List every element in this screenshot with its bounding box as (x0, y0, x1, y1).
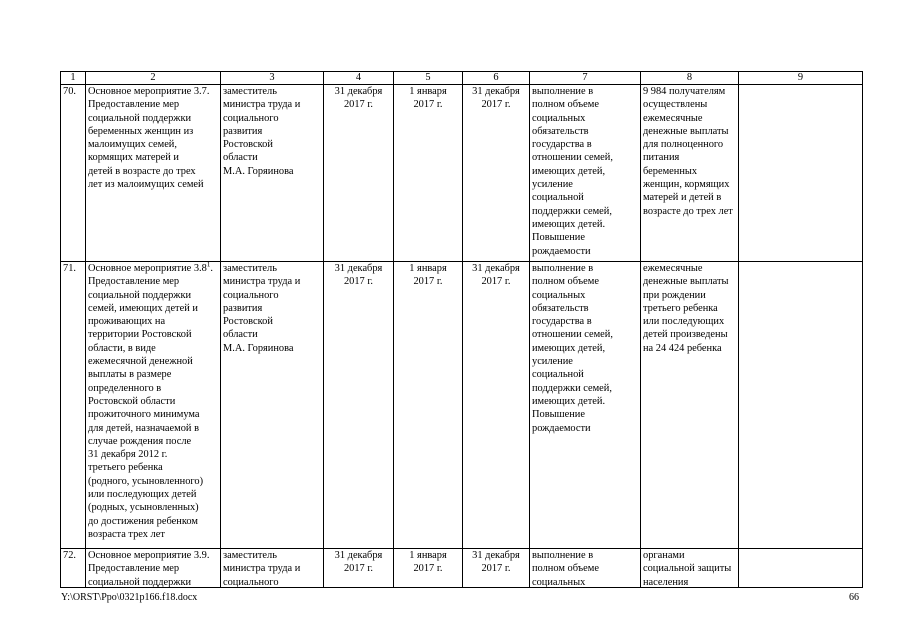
table-row (61, 549, 863, 588)
event-title-end: . (210, 263, 213, 274)
column-header: 6 (463, 72, 530, 85)
achieved-result: ежемесячные денежные выплаты при рождении третьего ребенка или последующих детей произведены на 24 424 ребенка (641, 262, 739, 549)
row-number-cell (61, 549, 86, 588)
actual-start-date: 1 января 2017 г. (394, 85, 463, 262)
event-description-cell (86, 549, 221, 588)
event-title: Основное мероприятие 3.8 (88, 263, 207, 274)
actual-end-date: 31 декабря 2017 г. (472, 550, 520, 575)
problems (741, 549, 860, 587)
row-number: 72. (63, 550, 76, 561)
problems-cell (739, 85, 863, 262)
problems-cell (739, 262, 863, 549)
responsible-person: заместитель министра труда и социального развития Ростовской области М.А. Горяинова (221, 262, 324, 549)
planned-end-date: 31 декабря 2017 г. (324, 262, 394, 549)
column-header: 3 (221, 72, 324, 85)
actual-end-date: 31 декабря 2017 г. (463, 262, 530, 549)
column-header: 2 (86, 72, 221, 85)
planned-end-date: 31 декабря 2017 г. (334, 550, 383, 575)
planned-result: выполнение в полном объеме социальных (532, 550, 599, 587)
row-number: 71. (61, 262, 86, 549)
actual-start-date: 1 января 2017 г. (409, 550, 447, 575)
planned-result: выполнение в полном объеме социальных обязательств государства в отношении семей, имеющих детей, усиление социальной поддержки семей, имеющих детей. Повышение рождаемости (530, 85, 641, 262)
planned-result-cell (530, 549, 641, 588)
event-description: Основное мероприятие 3.9. Предоставление мер социальной поддержки (88, 550, 210, 587)
achieved-result: 9 984 получателям осуществлены ежемесячные денежные выплаты для полноценного питания беременных женщин, кормящих матерей и детей в возрасте до трех лет (641, 85, 739, 262)
report-table (60, 71, 863, 588)
problems-cell (739, 549, 863, 588)
achieved-result-cell (641, 549, 739, 588)
column-header: 5 (394, 72, 463, 85)
planned-result: выполнение в полном объеме социальных обязательств государства в отношении семей, имеющих детей, усиление социальной поддержки семей, имеющих детей. Повышение рождаемости (530, 262, 641, 549)
event-description: Предоставление мер социальной поддержки семей, имеющих детей и проживающих на территории Ростовской области, в виде ежемесячной денежной выплаты в размере определенного в Ростовской области прожиточного минимума для детей, назначаемой в случае рождения после 31 декабря 2012 г. третьего ребенка (родного, усыновленного) или последующих детей (родных, усыновленных) до достижения ребенком возраста трех лет (88, 276, 204, 540)
column-header: 4 (324, 72, 394, 85)
table-row (61, 85, 863, 262)
column-header: 8 (641, 72, 739, 85)
table-row (61, 262, 863, 549)
event-description-cell (86, 262, 221, 549)
footer-page-number: 66 (849, 592, 859, 603)
column-header: 9 (739, 72, 863, 85)
planned-end-date: 31 декабря 2017 г. (324, 85, 394, 262)
planned-end-date-cell (324, 549, 394, 588)
event-description: Основное мероприятие 3.7. Предоставление мер социальной поддержки беременных женщин из малоимущих семей, кормящих матерей и детей в возрасте до трех лет из малоимущих семей (86, 85, 221, 262)
achieved-result: органами социальной защиты населения (643, 550, 732, 587)
responsible-person-cell (221, 549, 324, 588)
footnote-mark: 1 (206, 261, 211, 269)
actual-end-date: 31 декабря 2017 г. (463, 85, 530, 262)
column-header: 1 (61, 72, 86, 85)
footer-file-path: Y:\ORST\Ppo\0321p166.f18.docx (61, 592, 198, 603)
column-header: 7 (530, 72, 641, 85)
column-number-row (61, 72, 863, 85)
actual-end-date-cell (463, 549, 530, 588)
row-number: 70. (61, 85, 86, 262)
actual-start-date: 1 января 2017 г. (394, 262, 463, 549)
responsible-person: заместитель министра труда и социального (223, 550, 301, 587)
actual-start-date-cell (394, 549, 463, 588)
responsible-person: заместитель министра труда и социального развития Ростовской области М.А. Горяинова (221, 85, 324, 262)
